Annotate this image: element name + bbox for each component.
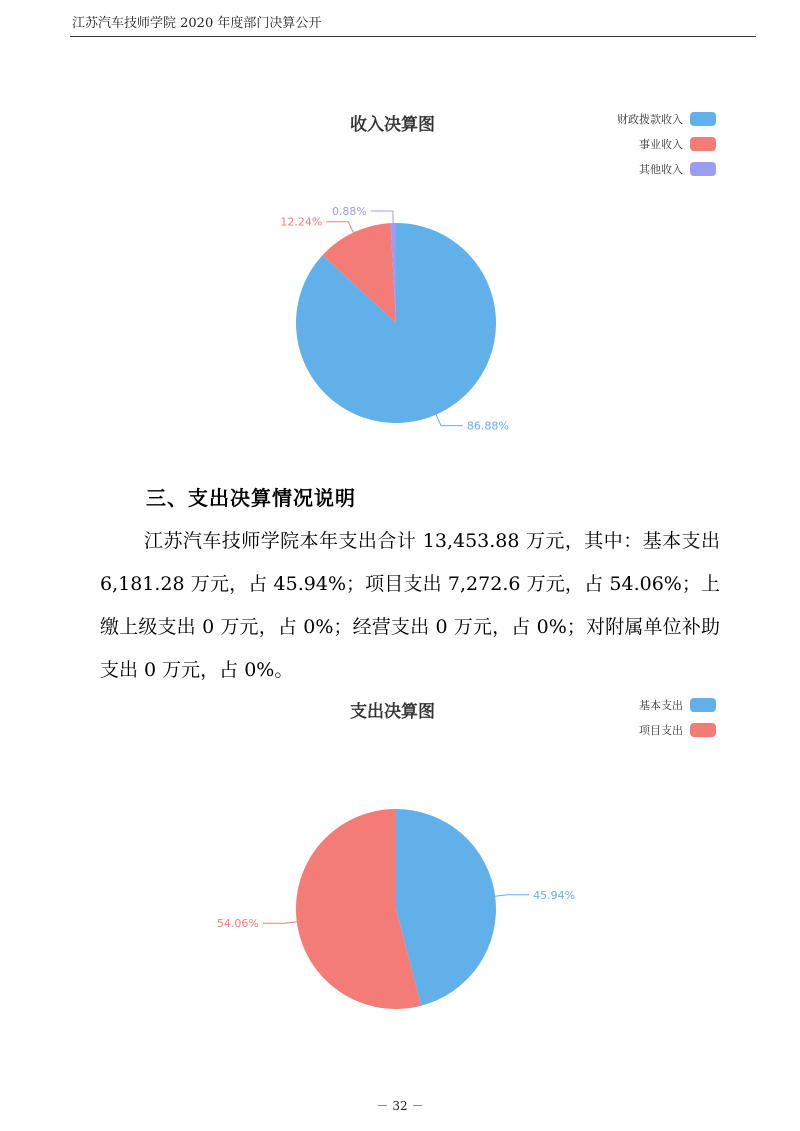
legend-swatch — [690, 112, 716, 126]
page-number: － 32 － — [376, 1099, 424, 1113]
legend-swatch — [690, 162, 716, 176]
income-chart-title: 收入决算图 — [350, 115, 435, 135]
income-chart-legend — [617, 106, 716, 181]
leader-line — [371, 211, 393, 223]
legend-item — [639, 717, 716, 742]
legend-label: 项目支出 — [639, 723, 683, 737]
income-pie-chart — [0, 190, 800, 470]
legend-label: 基本支出 — [639, 698, 683, 712]
data-label: 0.88% — [331, 205, 367, 218]
legend-label: 其他收入 — [639, 162, 683, 176]
expenditure-pie-chart — [0, 780, 800, 1060]
expenditure-chart-legend — [639, 692, 716, 742]
expenditure-chart-title: 支出决算图 — [350, 702, 435, 722]
legend-swatch — [690, 698, 716, 712]
legend-item — [639, 692, 716, 717]
data-label: 54.06% — [216, 917, 259, 931]
page-header: 江苏汽车技师学院 2020 年度部门决算公开 — [72, 16, 322, 31]
legend-swatch — [690, 723, 716, 737]
leader-line — [263, 922, 297, 924]
leader-line — [436, 415, 463, 426]
legend-label: 财政拨款收入 — [617, 112, 683, 126]
data-label: 12.24% — [280, 215, 323, 229]
expenditure-paragraph — [100, 520, 720, 692]
legend-swatch — [690, 137, 716, 151]
legend-item — [617, 156, 716, 181]
section-heading: 三、支出决算情况说明 — [146, 486, 356, 510]
paragraph-text: 江苏汽车技师学院本年支出合计 13,453.88 万元，其中：基本支出 6,181.28 万元，占 45.94%；项目支出 7,272.6 万元，占 54.06%；上缴上级支出 0 万元，占 0%；经营支出 0 万元，占 0%；对附属单位补助支出 0 万元，占 0%。 — [100, 530, 720, 681]
leader-line — [495, 895, 529, 897]
header-rule — [70, 36, 756, 37]
leader-line — [326, 222, 353, 233]
data-label: 86.88% — [466, 419, 509, 433]
data-label: 45.94% — [533, 888, 576, 902]
legend-item — [617, 106, 716, 131]
legend-label: 事业收入 — [639, 137, 683, 151]
legend-item — [617, 131, 716, 156]
